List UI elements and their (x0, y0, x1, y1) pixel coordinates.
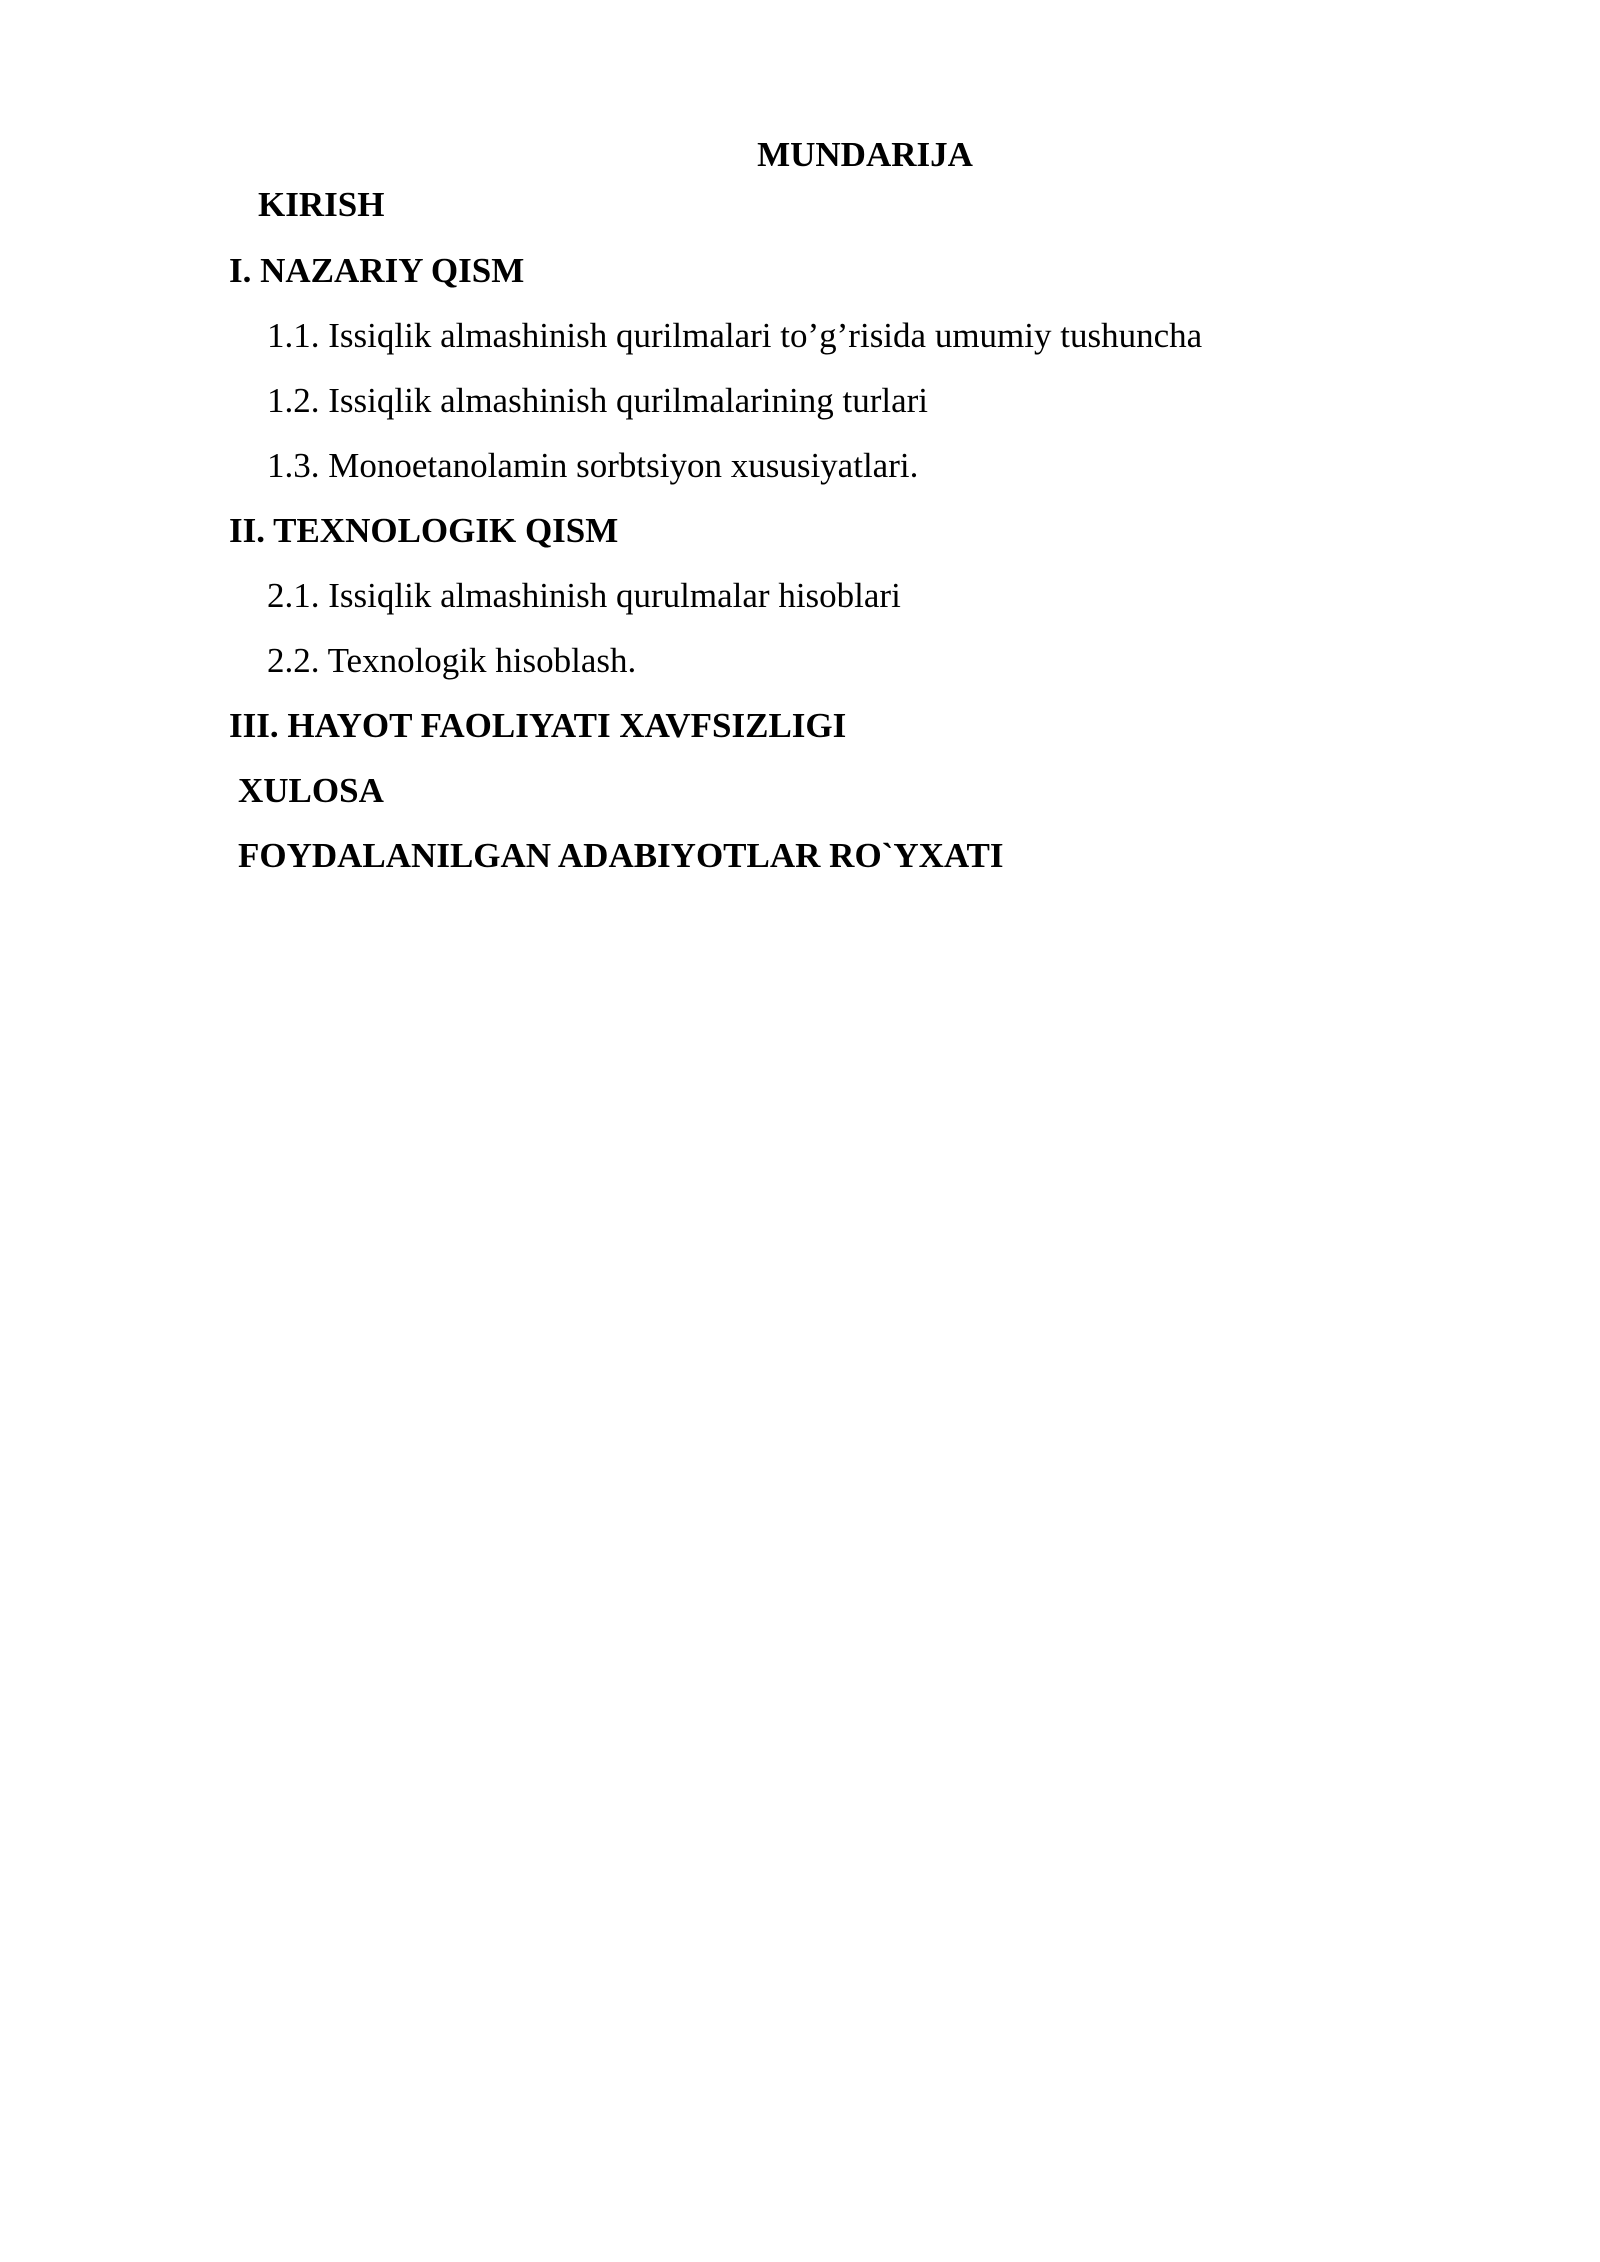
toc-title: MUNDARIJA (757, 135, 973, 174)
toc-entry-2-1: 2.1. Issiqlik almashinish qurulmalar hisoblari (267, 576, 901, 615)
toc-entry-1-3: 1.3. Monoetanolamin sorbtsiyon xususiyatlari. (267, 446, 919, 485)
toc-entry-adabiyotlar: FOYDALANILGAN ADABIYOTLAR RO`YXATI (238, 836, 1004, 875)
toc-entry-1-2: 1.2. Issiqlik almashinish qurilmalarining turlari (267, 381, 929, 420)
toc-entry-xulosa: XULOSA (238, 771, 384, 810)
toc-entry-1-1: 1.1. Issiqlik almashinish qurilmalari to’g’risida umumiy tushuncha (267, 316, 1203, 355)
toc-entry-texnologik-qism: II. TEXNOLOGIK QISM (229, 511, 619, 550)
toc-entry-hayot-faoliyati: III. HAYOT FAOLIYATI XAVFSIZLIGI (229, 706, 847, 745)
toc-entry-nazariy-qism: I. NAZARIY QISM (229, 251, 525, 290)
toc-entry-kirish: KIRISH (258, 185, 385, 224)
toc-entry-2-2: 2.2. Texnologik hisoblash. (267, 641, 637, 680)
